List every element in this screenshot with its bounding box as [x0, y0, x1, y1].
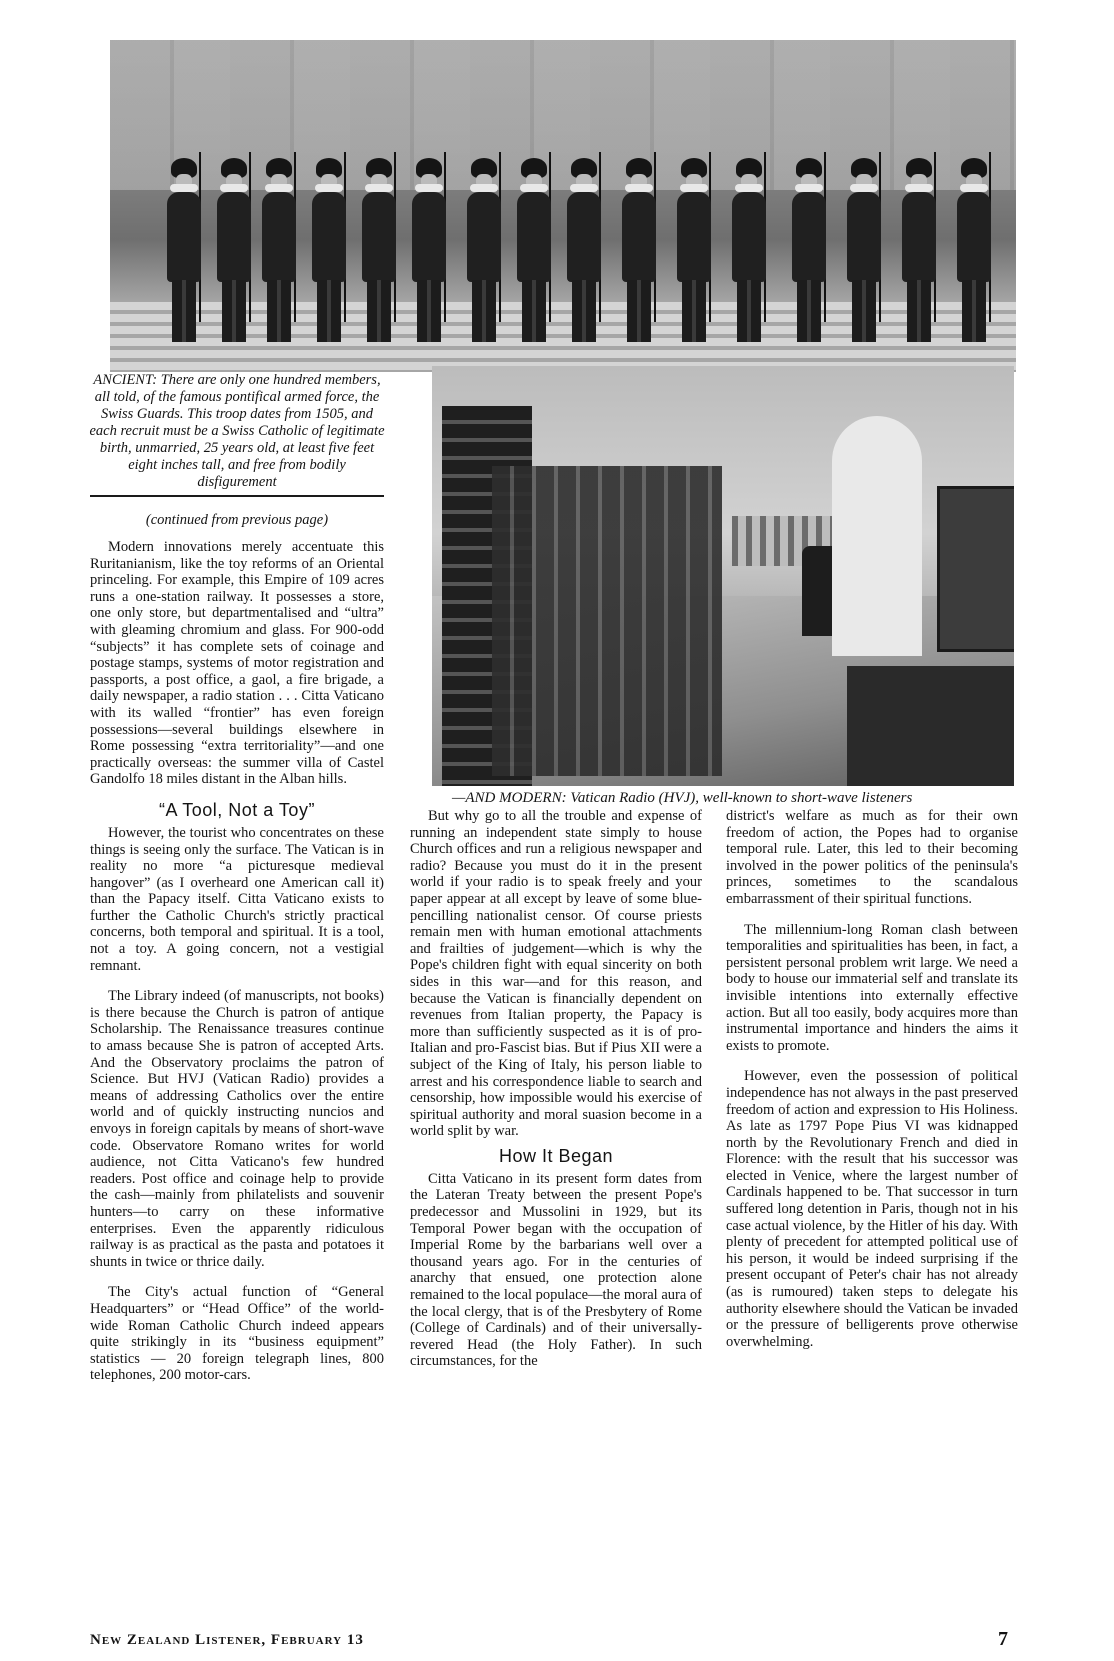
guard-figure [730, 158, 768, 348]
guard-ruff [470, 184, 498, 192]
guard-legs [172, 280, 196, 342]
guard-body [217, 192, 251, 282]
guard-body [677, 192, 711, 282]
guard-figure [310, 158, 348, 348]
paragraph: Citta Vaticano in its present form dates from the Lateran Treaty between the present Pope's predecessor and Mussolini in 1929, but its Temporal Power began with the occupation of Imperial Rome by the barbarians well over a thousand years ago. For in the centuries of anarchy that ensued, one protection alone remained to the local populace—the moral aura of the local clergy, that is of the Presbytery of Rome (College of Cardinals) and of their universally-revered Head (the Holy Father). In such circumstances, for the [410, 1170, 702, 1370]
guard-figure [845, 158, 883, 348]
guard-ruff [365, 184, 393, 192]
guard-body [902, 192, 936, 282]
photo-archway [832, 416, 922, 656]
paragraph: The millennium-long Roman clash between temporalities and spiritualities has been, in fact, a persistent personal problem writ large. We need a body to house our immaterial self and translate its invisible intentions into externally effective action. But all too easily, body acquires more than instrumental importance and hinders the aims it exists to promote. [726, 921, 1018, 1054]
guard-body [517, 192, 551, 282]
swiss-guards-photo [110, 40, 1016, 372]
guard-body [262, 192, 296, 282]
photo-desk [847, 666, 1014, 786]
guard-figure [465, 158, 503, 348]
guard-body [362, 192, 396, 282]
guard-ruff [265, 184, 293, 192]
guard-legs [317, 280, 341, 342]
guard-figure [790, 158, 828, 348]
guard-legs [907, 280, 931, 342]
guard-ruff [520, 184, 548, 192]
paragraph: The City's actual function of “General Headquarters” or “Head Office” of the world-wide Roman Catholic Church indeed appears quite strikingly in its “business equipment” statistics — 20 foreign telegraph lines, 800 telephones, 200 motor-cars. [90, 1284, 384, 1384]
guard-legs [962, 280, 986, 342]
guard-figure [410, 158, 448, 348]
guard-body [957, 192, 991, 282]
guard-ruff [625, 184, 653, 192]
guard-ruff [570, 184, 598, 192]
guard-body [732, 192, 766, 282]
guard-figure [360, 158, 398, 348]
guard-figure [620, 158, 658, 348]
guard-ruff [735, 184, 763, 192]
paragraph: However, the tourist who concentrates on these things is seeing only the surface. The Vatican is in reality no more “a picturesque medieval hangover” (as I overheard one American call it) than the Papacy itself. Citta Vaticano exists to further the Catholic Church's strictly practical concerns, both temporal and spiritual. It is a tool, not a toy. A going concern, not a vestigial remnant. [90, 824, 384, 974]
guard-ruff [795, 184, 823, 192]
guard-body [622, 192, 656, 282]
guard-ruff [220, 184, 248, 192]
guard-ruff [960, 184, 988, 192]
page-number: 7 [998, 1628, 1008, 1650]
guard-ruff [905, 184, 933, 192]
guard-figure [565, 158, 603, 348]
caption-modern: —AND MODERN: Vatican Radio (HVJ), well-known to short-wave listeners [452, 790, 913, 806]
guard-figure [260, 158, 298, 348]
guard-body [792, 192, 826, 282]
guard-body [312, 192, 346, 282]
vatican-radio-photo [432, 366, 1014, 786]
guard-figure [215, 158, 253, 348]
section-heading-how-it-began: How It Began [498, 1145, 614, 1166]
guard-legs [852, 280, 876, 342]
photo-transmitter-rack [492, 466, 722, 776]
guard-legs [797, 280, 821, 342]
publication-footer: New Zealand Listener, February 13 [90, 1632, 364, 1648]
guard-ruff [170, 184, 198, 192]
divider-rule [90, 495, 384, 497]
guard-ruff [680, 184, 708, 192]
guard-body [467, 192, 501, 282]
guard-figure [165, 158, 203, 348]
article-column-3 [726, 808, 1018, 1356]
guard-body [847, 192, 881, 282]
guard-ruff [415, 184, 443, 192]
continued-note: (continued from previous page) [145, 512, 329, 528]
guard-figure [900, 158, 938, 348]
paragraph: district's welfare as much as for their own freedom of action, the Popes had to organise temporal rule. Later, this led to their becoming involved in the power politics of the peninsula's princes, sometimes to the scandalous embarrassment of their spiritual functions. [726, 808, 1018, 907]
guard-body [412, 192, 446, 282]
guard-legs [627, 280, 651, 342]
caption-ancient: ANCIENT: There are only one hundred members, all told, of the famous pontifical armed force, the Swiss Guards. This troop dates from 1505, and each recruit must be a Swiss Catholic of legitimate birth, unmarried, 25 years old, at least five feet eight inches tall, and free from bodily disfigurement [89, 372, 385, 490]
guard-legs [417, 280, 441, 342]
guard-body [567, 192, 601, 282]
article-column-1 [90, 512, 384, 1390]
section-heading-tool-not-toy: “A Tool, Not a Toy” [159, 799, 315, 820]
photo-portrait [937, 486, 1014, 652]
article-column-2 [410, 808, 702, 1376]
guard-legs [572, 280, 596, 342]
guard-legs [367, 280, 391, 342]
guard-legs [267, 280, 291, 342]
paragraph: But why go to all the trouble and expense of running an independent state simply to house Church offices and run a religious newspaper and radio? Because you must do it in the present world if your radio is to speak freely and your paper appear at all except by leave of some blue-pencilling nationalist censor. Of course priests remain men with human emotional attachments and frailties of judgement—which is why the Pope's children fight with equal sincerity on both sides in this war—and for this reason, and because the Vatican is financially dependent on revenues from Italian property, the Papacy is more than sufficiently suspected as it is of pro-Italian and pro-Fascist bias. But if Pius XII were a subject of the King of Italy, his person liable to arrest and his correspondence liable to search and censorship, how impossible would his exercise of spiritual authority and moral suasion become in a world split by war. [410, 808, 702, 1140]
guard-figure [675, 158, 713, 348]
guard-legs [222, 280, 246, 342]
paragraph: The Library indeed (of manuscripts, not books) is there because the Church is patron of antique Scholarship. The Renaissance treasures continue to amass because She is patron of accepted Arts. And the Observatory proclaims the patron of Science. But HVJ (Vatican Radio) provides a means of addressing Catholics over the entire world and of quickly instructing nuncios and envoys in foreign capitals by means of short-wave code. Observatore Romano writes for world audience, not Citta Vaticano's few hundred readers. Post office and coinage help to provide the cash—mainly from philatelists and souvenir hunters—to carry on these informative enterprises. Even the apparently ridiculous railway is as practical as the pasta and potatoes it shunts in twice or thrice daily. [90, 988, 384, 1270]
guard-legs [682, 280, 706, 342]
guard-legs [522, 280, 546, 342]
guard-ruff [850, 184, 878, 192]
guard-figure [955, 158, 993, 348]
guard-legs [472, 280, 496, 342]
paragraph: However, even the possession of political independence has not always in the past preserved freedom of action and expression to His Holiness. As late as 1797 Pope Pius VI was kidnapped north by the Revolutionary French and died in Florence: with the result that his successor was elected in Venice, where the largest number of Cardinals happened to be. That successor in turn suffered long detention in Paris, though not in his case actual violence, by the Hitler of his day. With plenty of precedent for attempted political use of his person, it would be indeed surprising if the present occupant of Peter's chair has not already (as is rumoured) taken steps to delegate his authority elsewhere should the Vatican be invaded or the pressure of belligerents prove otherwise overwhelming. [726, 1068, 1018, 1350]
guard-ruff [315, 184, 343, 192]
guard-legs [737, 280, 761, 342]
guard-body [167, 192, 201, 282]
paragraph: Modern innovations merely accentuate this Ruritanianism, like the toy reforms of an Oriental princeling. For example, this Empire of 109 acres runs a one-station railway. It possesses a store, one only store, but departmentalised and “ultra” with gleaming chromium and glass. For 900-odd “subjects” it has complete sets of coinage and postage stamps, systems of motor registration and passports, a post office, a gaol, a fire brigade, a daily newspaper, a radio station . . . Citta Vaticano with its walled “frontier” has even foreign possessions—several buildings elsewhere in Rome possessing “extra territoriality”—and one practically overseas: the summer villa of Castel Gandolfo 18 miles distant in the Alban hills. [90, 539, 384, 788]
guard-figure [515, 158, 553, 348]
